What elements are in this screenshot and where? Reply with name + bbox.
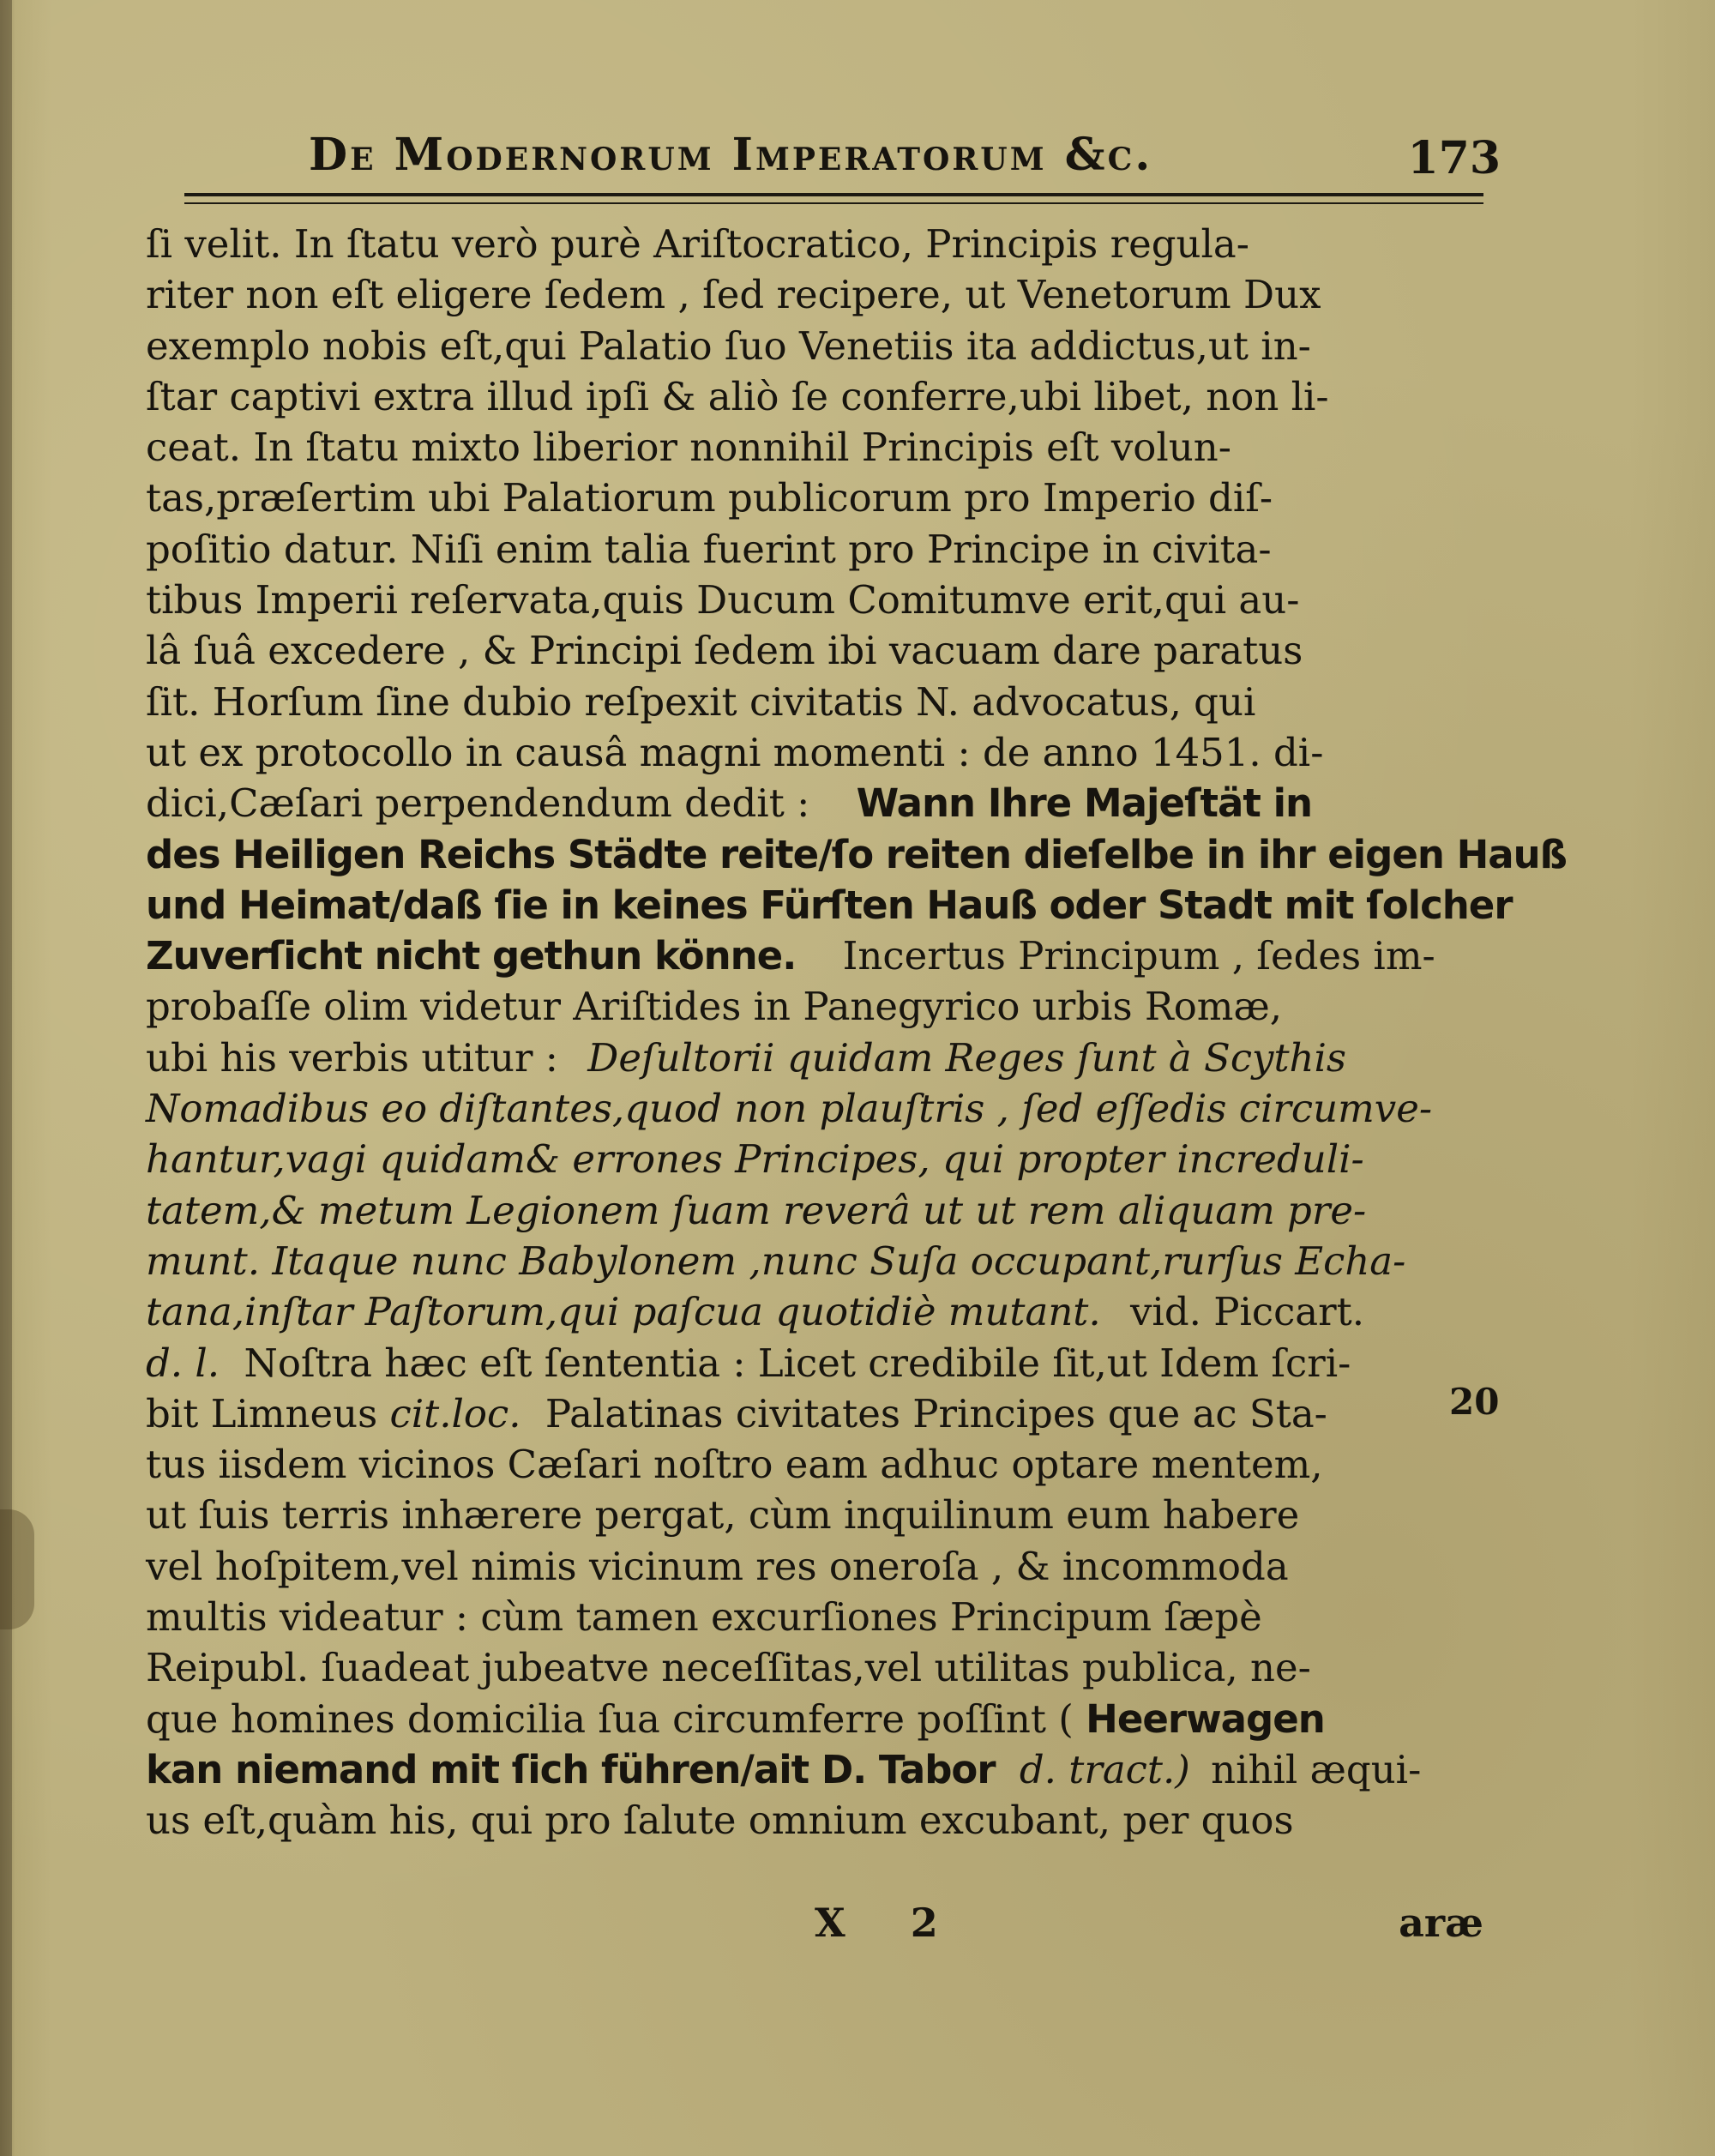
italic-reference: d. l.: [146, 1340, 220, 1386]
margin-line-number: 20: [1449, 1381, 1500, 1423]
italic-quotation-line: hantur,vagi quidam& errones Principes, qui propter increduli-: [146, 1136, 1364, 1183]
text-line: [146, 930, 1483, 981]
header-rule: [184, 193, 1483, 196]
text-line: [146, 1388, 1483, 1439]
page-header: [309, 129, 1501, 189]
text-line: riter non eſt eligere ſedem , ſed recipere, ut Venetorum Dux: [146, 272, 1321, 318]
text-line: Reipubl. ſuadeat jubeatve neceſſitas,vel utilitas publica, ne-: [146, 1645, 1311, 1691]
latin-text: dici,Cæſari perpendendum dedit :: [146, 780, 810, 827]
text-line: tibus Imperii reſervata,quis Ducum Comitumve erit,qui au-: [146, 577, 1300, 623]
italic-quotation: Deſultorii quidam Reges ſunt à Scythis: [587, 1034, 1347, 1081]
italic-quotation-line: Nomadibus eo diſtantes,quod non plauſtris , ſed eſſedis circumve-: [146, 1086, 1433, 1132]
german-blackletter-text: Wann Ihre Majeſtät in: [856, 780, 1313, 827]
latin-text: Palatinas civitates Principes que ac Sta-: [545, 1390, 1327, 1436]
text-line: ut ex protocollo in causâ magni momenti : de anno 1451. di-: [146, 729, 1324, 775]
latin-text: Incertus Principum , ſedes im-: [842, 933, 1435, 979]
latin-text: Noſtra hæc eſt ſententia : Licet credibile ſit,ut Idem ſcri-: [244, 1340, 1351, 1386]
italic-reference: cit.loc.: [389, 1390, 521, 1436]
page-number: 173: [1407, 132, 1501, 184]
text-line: [146, 1744, 1483, 1795]
italic-quotation-line: munt. Itaque nunc Babylonem ,nunc Suſa occupant,rurſus Echa-: [146, 1238, 1406, 1284]
italic-quotation: tana,inſtar Paſtorum,qui paſcua quotidiè mutant.: [146, 1289, 1101, 1335]
text-line: [146, 1286, 1483, 1337]
german-blackletter-line: und Heimat/daß ſie in keines Fürſten Hauß oder Stadt mit ſolcher: [146, 882, 1513, 928]
german-blackletter-text: Zuverſicht nicht gethun könne.: [146, 933, 797, 979]
text-line: probaſſe olim videtur Ariſtides in Panegyrico urbis Romæ,: [146, 984, 1283, 1030]
latin-text: nihil æqui-: [1211, 1746, 1422, 1792]
text-line: ſtar captivi extra illud ipſi & aliò ſe conferre,ubi libet, non li-: [146, 373, 1329, 419]
catchword: aræ: [1399, 1900, 1483, 1946]
latin-text: ubi his verbis utitur :: [146, 1034, 558, 1081]
german-blackletter-text: kan niemand mit ſich führen/ait D. Tabor: [146, 1746, 996, 1792]
text-line: us eſt,quàm his, qui pro ſalute omnium excubant, per quos: [146, 1798, 1294, 1844]
page-footer: [146, 1900, 1483, 1951]
text-line: tus iisdem vicinos Cæſari noſtro eam adhuc optare mentem,: [146, 1442, 1323, 1488]
german-blackletter-text: Heerwagen: [1086, 1695, 1325, 1742]
text-line: [146, 778, 1483, 828]
running-title: De Modernorum Imperatorum &c.: [309, 129, 1153, 181]
text-line: multis videatur : cùm tamen excurſiones Principum ſæpè: [146, 1594, 1262, 1641]
text-line: [146, 1338, 1483, 1388]
german-blackletter-line: des Heiligen Reichs Städte reite/ſo reiten dieſelbe in ihr eigen Hauß: [146, 831, 1567, 877]
signature-mark: X 2: [815, 1900, 964, 1946]
italic-reference: d. tract.): [1019, 1746, 1190, 1792]
header-rule-thin: [184, 202, 1483, 204]
binding-gutter: [0, 0, 12, 2156]
text-line: ſit. Horſum ſine dubio reſpexit civitatis N. advocatus, qui: [146, 678, 1256, 725]
text-line: ceat. In ſtatu mixto liberior nonnihil Principis eſt volun-: [146, 425, 1231, 471]
text-line: lâ ſuâ excedere , & Principi ſedem ibi vacuam dare paratus: [146, 628, 1303, 674]
text-line: [146, 1033, 1483, 1083]
text-line: poſitio datur. Niſi enim talia fuerint pro Principe in civita-: [146, 526, 1272, 572]
text-line: vel hoſpitem,vel nimis vicinum res oneroſa , & incommoda: [146, 1543, 1289, 1589]
text-line: exemplo nobis eſt,qui Palatio ſuo Venetiis ita addictus,ut in-: [146, 322, 1311, 369]
latin-text: bit Limneus: [146, 1390, 378, 1436]
text-line: ſi velit. In ſtatu verò purè Ariſtocratico, Principis regula-: [146, 221, 1249, 267]
text-line: tas,præſertim ubi Palatiorum publicorum pro Imperio diſ-: [146, 475, 1273, 521]
latin-text: que homines domicilia ſua circumferre poſſint (: [146, 1695, 1074, 1742]
italic-quotation-line: tatem,& metum Legionem ſuam reverâ ut ut rem aliquam pre-: [146, 1187, 1367, 1233]
latin-text: vid. Piccart.: [1130, 1289, 1365, 1335]
text-line: [146, 1694, 1483, 1744]
page-stain: [0, 1509, 34, 1629]
text-line: ut ſuis terris inhærere pergat, cùm inquilinum eum habere: [146, 1492, 1300, 1539]
body-text: [146, 219, 1567, 1846]
